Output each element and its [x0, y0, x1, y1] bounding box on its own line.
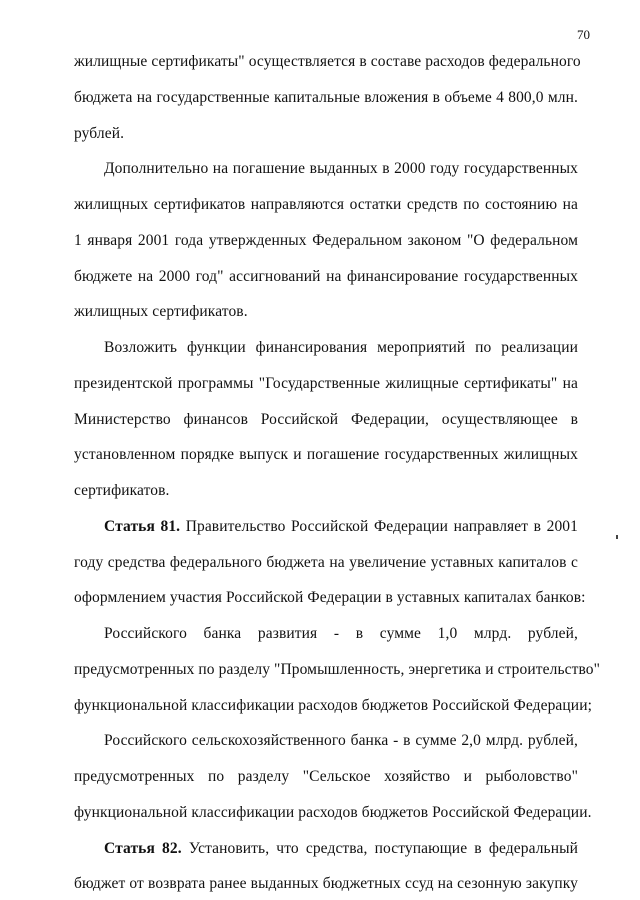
text-line: рублей.: [74, 125, 125, 142]
text-line: сертификатов.: [74, 482, 170, 499]
text-run: Правительство Российской Федерации направляет в 2001: [180, 518, 578, 535]
article-heading: Статья 81.: [104, 518, 181, 535]
text-line: жилищных сертификатов направляются остатки средств по состоянию на: [74, 196, 578, 213]
text-line: установленном порядке выпуск и погашение государственных жилищных: [74, 446, 578, 463]
scan-speck: [616, 535, 618, 539]
text-line: функциональной классификации расходов бюджетов Российской Федерации.: [74, 804, 592, 821]
article-line: [104, 517, 578, 537]
text-line: Возложить функции финансирования мероприятий по реализации: [104, 339, 578, 356]
text-line: Министерство финансов Российской Федерации, осуществляющее в: [74, 411, 578, 428]
article-line: [104, 839, 578, 859]
text-line: президентской программы "Государственные жилищные сертификаты" на: [74, 375, 578, 392]
article-heading: Статья 82.: [104, 840, 182, 857]
text-line: Дополнительно на погашение выданных в 2000 году государственных: [104, 160, 578, 177]
text-line: Российского сельскохозяйственного банка - в сумме 2,0 млрд. рублей,: [104, 732, 578, 749]
text-line: функциональной классификации расходов бюджетов Российской Федерации;: [74, 697, 593, 714]
text-line: бюджет от возврата ранее выданных бюджетных ссуд на сезонную закупку: [74, 875, 578, 892]
text-line: году средства федерального бюджета на увеличение уставных капиталов с: [74, 554, 578, 571]
page-number: 70: [577, 27, 590, 42]
text-line: жилищных сертификатов.: [74, 303, 248, 320]
text-line: оформлением участия Российской Федерации в уставных капиталах банков:: [74, 589, 586, 606]
text-line: жилищные сертификаты" осуществляется в составе расходов федерального: [74, 53, 581, 70]
text-run: Установить, что средства, поступающие в федеральный: [181, 840, 579, 857]
text-line: бюджета на государственные капитальные вложения в объеме 4 800,0 млн.: [74, 89, 578, 106]
text-line: Российского банка развития - в сумме 1,0 млрд. рублей,: [104, 625, 578, 642]
text-line: бюджете на 2000 год" ассигнований на финансирование государственных: [74, 268, 578, 285]
text-line: предусмотренных по разделу "Промышленность, энергетика и строительство": [74, 661, 601, 678]
text-line: предусмотренных по разделу "Сельское хозяйство и рыболовство": [74, 768, 578, 785]
text-line: 1 января 2001 года утвержденных Федеральном законом "О федеральном: [74, 232, 578, 249]
